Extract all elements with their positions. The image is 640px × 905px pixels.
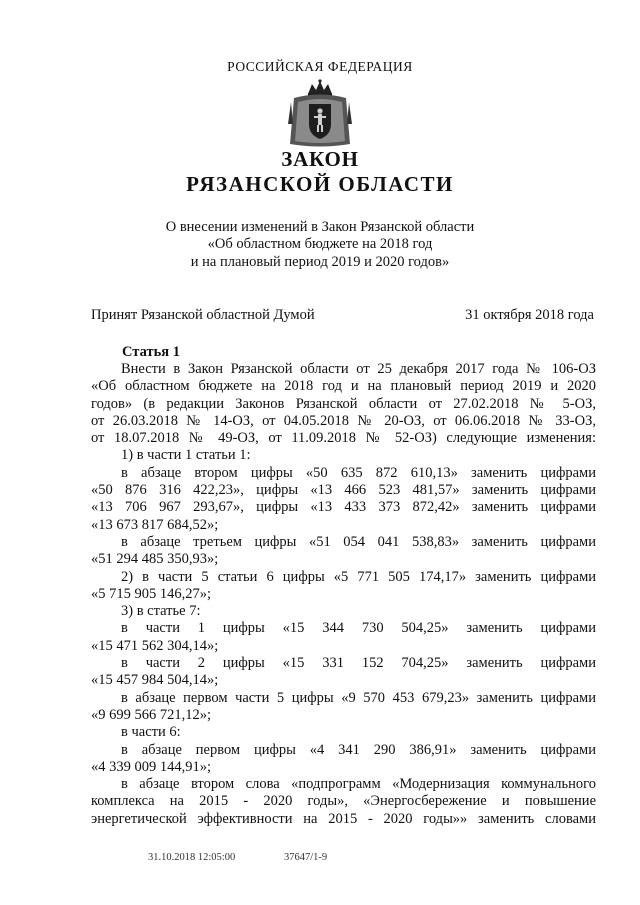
body-line: 1) в части 1 статьи 1: <box>121 447 251 464</box>
body-line: 2) в части 5 статьи 6 цифры «5 771 505 174,17» заменить цифрами <box>121 568 596 585</box>
law-title: ЗАКОН <box>281 147 359 171</box>
body-line: в части 1 цифры «15 344 730 504,25» заменить цифрами <box>121 620 596 637</box>
body-line: «13 673 817 684,52»; <box>91 516 219 533</box>
body-line: «Об областном бюджете на 2018 год и на плановый период 2019 и 2020 <box>91 378 596 395</box>
body-line: 3) в статье 7: <box>121 603 201 620</box>
body-line: «4 339 009 144,91»; <box>91 758 212 775</box>
body-line: «15 457 984 504,14»; <box>91 672 219 689</box>
region-title: РЯЗАНСКОЙ ОБЛАСТИ <box>186 172 454 196</box>
body-line: «9 699 566 721,12»; <box>91 706 212 723</box>
body-line: в абзаце втором цифры «50 635 872 610,13» заменить цифрами <box>121 464 596 481</box>
footer-doc-code: 37647/1-9 <box>284 852 328 863</box>
body-line: в части 2 цифры «15 331 152 704,25» заменить цифрами <box>121 655 596 672</box>
body-line: в абзаце втором слова «подпрограмм «Модернизация коммунального <box>121 776 596 793</box>
adoption-date: 31 октября 2018 года <box>465 307 594 323</box>
body-line: «15 471 562 304,14»; <box>91 637 219 654</box>
law-subject-line: и на плановый период 2019 и 2020 годов» <box>190 254 450 270</box>
body-line: в части 6: <box>121 724 181 741</box>
law-subject-line: О внесении изменений в Закон Рязанской области <box>165 219 475 235</box>
body-line: в абзаце третьем цифры «51 054 041 538,83» заменить цифрами <box>121 533 596 550</box>
body-line: «13 706 967 293,67», цифры «13 433 373 872,42» заменить цифрами <box>91 499 596 516</box>
country-heading: РОССИЙСКАЯ ФЕДЕРАЦИЯ <box>227 59 413 74</box>
body-line: от 18.07.2018 № 49-ОЗ, от 11.09.2018 № 52-ОЗ) следующие изменения: <box>91 430 596 447</box>
body-line: энергетической эффективности на 2015 - 2020 годы»» заменить словами <box>91 810 596 827</box>
coat-of-arms-icon <box>284 78 356 150</box>
body-line: «51 294 485 350,93»; <box>91 551 219 568</box>
adopted-by: Принят Рязанской областной Думой <box>91 307 315 323</box>
body-line: «50 876 316 422,23», цифры «13 466 523 481,57» заменить цифрами <box>91 482 596 499</box>
body-line: «5 715 905 146,27»; <box>91 585 212 602</box>
article-body <box>91 361 596 828</box>
body-line: Внести в Закон Рязанской области от 25 декабря 2017 года № 106-ОЗ <box>121 361 596 377</box>
article-heading: Статья 1 <box>122 344 180 360</box>
law-subject-line: «Об областном бюджете на 2018 год <box>207 236 433 252</box>
footer-timestamp: 31.10.2018 12:05:00 <box>148 852 236 863</box>
body-line: комплекса на 2015 - 2020 годы», «Энергосбережение и повышение <box>91 793 596 810</box>
body-line: в абзаце первом части 5 цифры «9 570 453 679,23» заменить цифрами <box>121 689 596 706</box>
body-line: в абзаце первом цифры «4 341 290 386,91» заменить цифрами <box>121 741 596 758</box>
body-line: от 26.03.2018 № 14-ОЗ, от 04.05.2018 № 20-ОЗ, от 06.06.2018 № 33-ОЗ, <box>91 412 596 429</box>
body-line: годов» (в редакции Законов Рязанской области от 27.02.2018 № 5-ОЗ, <box>91 395 596 412</box>
